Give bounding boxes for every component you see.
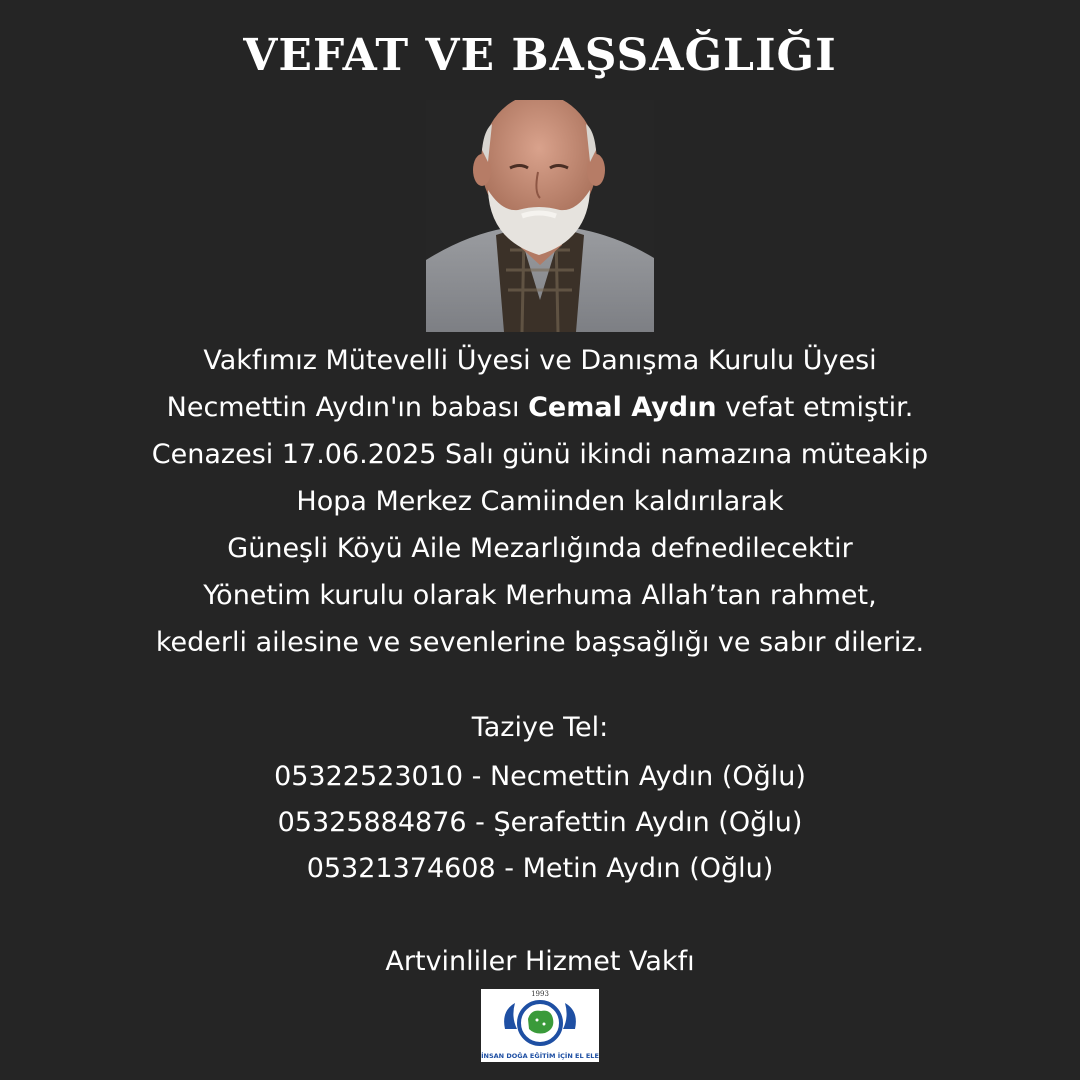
message-line: Vakfımız Mütevelli Üyesi ve Danışma Kurulu Üyesi [203,345,877,376]
contact-item: 05322523010 - Necmettin Aydın (Oğlu) [274,761,806,792]
message-line: Hopa Merkez Camiinden kaldırılarak [296,486,784,517]
contact-item: 05321374608 - Metin Aydın (Oğlu) [306,853,774,884]
message-line-name: Necmettin Aydın'ın babası Cemal Aydın vefat etmiştir. [166,392,914,423]
page-title: VEFAT VE BAŞSAĞLIĞI [243,30,837,81]
message-line: Yönetim kurulu olarak Merhuma Allah’tan rahmet, [203,580,877,611]
obituary-message [0,337,1080,666]
organization-name: Artvinliler Hizmet Vakfı [385,946,695,977]
message-line: Güneşli Köyü Aile Mezarlığında defnedilecektir [227,533,853,564]
message-line: Cenazesi 17.06.2025 Salı günü ikindi namazına müteakip [151,439,929,470]
logo-slogan: İNSAN DOĞA EĞİTİM İÇİN EL ELE [481,1052,599,1060]
logo-year: 1993 [531,990,549,998]
deceased-portrait [426,100,654,332]
foundation-logo [481,989,599,1062]
condolence-label: Taziye Tel: [471,712,609,743]
deceased-name: Cemal Aydın [528,392,717,423]
contact-item: 05325884876 - Şerafettin Aydın (Oğlu) [277,807,803,838]
contact-list [0,754,1080,892]
message-line: kederli ailesine ve sevenlerine başsağlığı ve sabır dileriz. [155,627,925,658]
